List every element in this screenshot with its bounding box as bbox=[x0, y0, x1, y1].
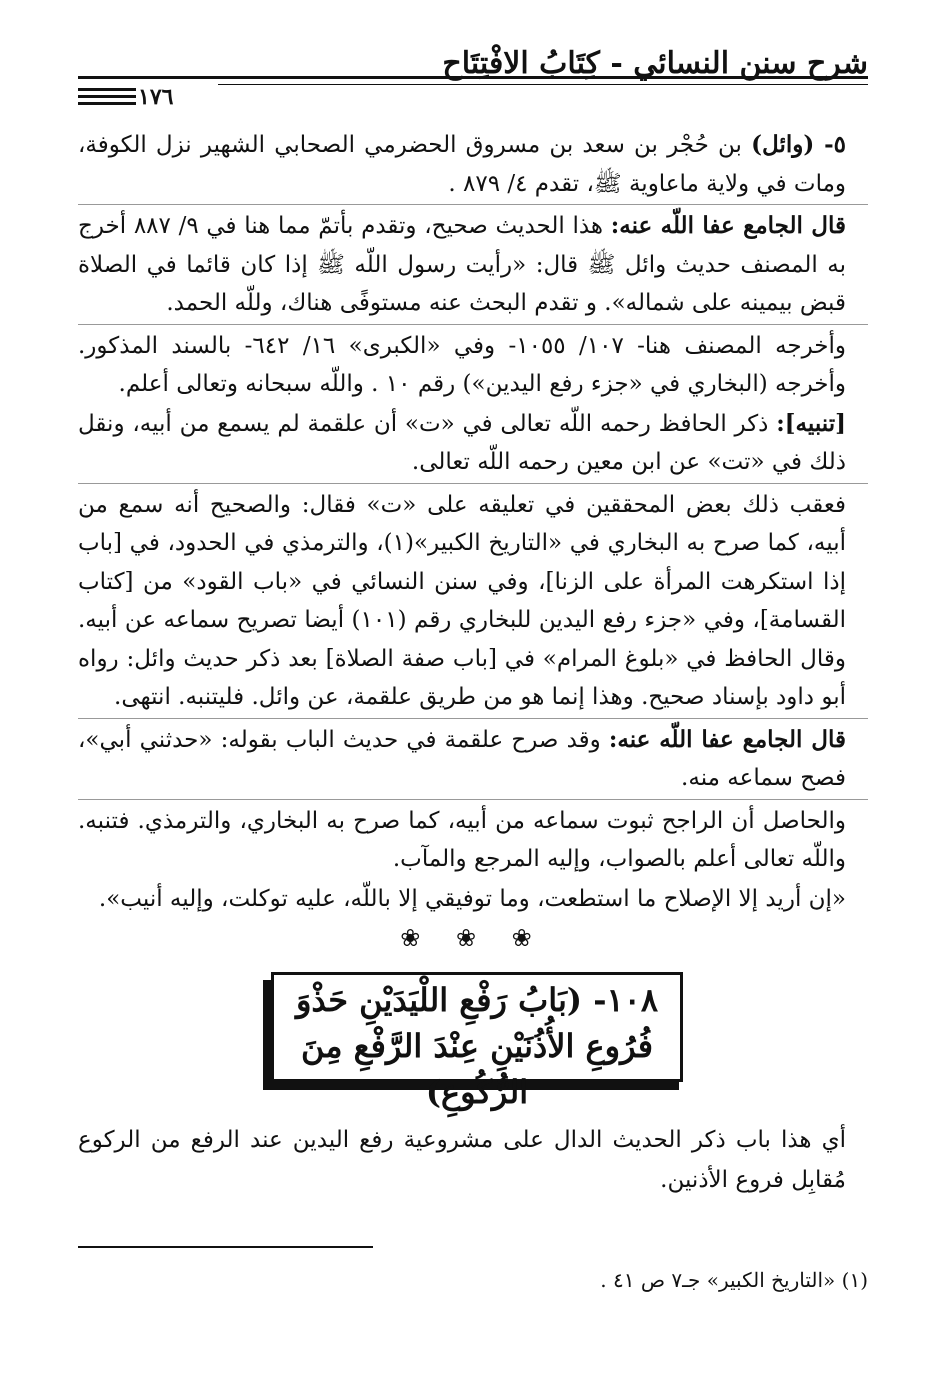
page-number-rule-3 bbox=[78, 102, 136, 105]
chapter-heading-box bbox=[263, 972, 683, 1111]
paragraph-closing-verse bbox=[78, 880, 868, 919]
paragraph-text: والحاصل أن الراجح ثبوت سماعه من أبيه، كما صرح به البخاري، والترمذي. فتنبه. واللّه تعالى أعلم بالصواب، وإليه المرجع والمآب. bbox=[78, 807, 846, 872]
paragraph-tanbih bbox=[78, 405, 868, 482]
paragraph-conclusion bbox=[78, 802, 868, 879]
header-rule-thick bbox=[78, 76, 868, 79]
paragraph-lead: قال الجامع عفا اللّه عنه: bbox=[610, 212, 846, 239]
divider bbox=[78, 799, 868, 800]
divider bbox=[78, 718, 868, 719]
paragraph-text: هذا الحديث صحيح، وتقدم بأتمّ مما هنا في ٩/ ٨٨٧ أخرج به المصنف حديث وائل ﷺ قال: «رأيت رسول اللّه ﷺ إذا كان قائما في الصلاة قبض بيمينه على شماله». و تقدم البحث عنه مستوفًى هناك، وللّه الحمد. bbox=[78, 213, 846, 316]
divider bbox=[78, 204, 868, 205]
chapter-heading-line-1: ١٠٨- (بَابُ رَفْعِ اللْيَدَيْنِ حَذْوَ bbox=[295, 981, 659, 1019]
paragraph-narrator-5 bbox=[78, 126, 868, 203]
footnote: (١) «التاريخ الكبير» جـ٧ ص ٤١ . bbox=[600, 1268, 868, 1292]
divider bbox=[78, 324, 868, 325]
page-number: ١٧٦ bbox=[138, 84, 174, 110]
divider bbox=[78, 483, 868, 484]
running-title: شرح سنن النسائي - كِتَابُ الافْتِتَاح bbox=[442, 46, 868, 81]
page-number-block bbox=[78, 84, 218, 110]
chapter-heading-line-2: فُرُوعِ الأُذُنَيْنِ عِنْدَ الرَّفْعِ مِنَ الرُّكُوعِ) bbox=[300, 1027, 654, 1111]
paragraph-text: «إن أريد إلا الإصلاح ما استطعت، وما توفيقي إلا باللّه، عليه توكلت، وإليه أنيب». bbox=[98, 885, 846, 912]
chapter-heading bbox=[271, 972, 683, 1111]
paragraph-text: وقد صرح علقمة في حديث الباب بقوله: «حدثني أبي»، فصح سماعه منه. bbox=[78, 726, 846, 791]
paragraph-takhrij bbox=[78, 327, 868, 404]
paragraph-lead: [تنبيه]: bbox=[776, 409, 846, 437]
page-number-rule-2 bbox=[78, 95, 136, 98]
main-text bbox=[78, 126, 868, 1223]
paragraph-text: وأخرجه المصنف هنا- ١٠٧/ ١٠٥٥- وفي «الكبرى» ١٦/ ٦٤٢- بالسند المذكور. وأخرجه (البخاري في «جزء رفع اليدين») رقم ١٠ . واللّه سبحانه وتعالى أعلم. bbox=[78, 332, 847, 397]
chapter-explanation: أي هذا باب ذكر الحديث الدال على مشروعية رفع اليدين عند الرفع من الركوع مُقابِل فروع الأذنين. bbox=[78, 1127, 846, 1193]
paragraph-text: ذكر الحافظ رحمه اللّه تعالى في «ت» أن علقمة لم يسمع من أبيه، ونقل ذلك في «تت» عن ابن معين رحمه اللّه تعالى. bbox=[78, 410, 846, 475]
section-separator: ❀ ❀ ❀ bbox=[400, 924, 546, 952]
paragraph-rebuttal bbox=[78, 486, 868, 717]
paragraph-text: بن حُجْر بن سعد بن مسروق الحضرمي الصحابي الشهير نزل الكوفة، ومات في ولاية ماعاوية ﷺ، تقدم ٤/ ٨٧٩ . bbox=[78, 132, 846, 197]
paragraph-lead: قال الجامع عفا اللّه عنه: bbox=[608, 725, 846, 753]
page-header bbox=[78, 40, 868, 110]
footnote-rule bbox=[78, 1246, 373, 1248]
page-number-rule-1 bbox=[78, 88, 136, 91]
paragraph-compiler-note bbox=[78, 207, 868, 323]
book-page bbox=[78, 40, 868, 1360]
paragraph-compiler-note-2 bbox=[78, 721, 868, 798]
paragraph-lead: ٥- (وائل) bbox=[751, 131, 846, 158]
paragraph-text: فعقب ذلك بعض المحققين في تعليقه على «ت» فقال: والصحيح أنه سمع من أبيه، كما صرح به البخاري في «التاريخ الكبير»(١)، والترمذي في الحدود، في [باب إذا استكرهت المرأة على الزنا]، وفي سنن النسائي في «باب القود» من [كتاب القسامة]، وفي «جزء رفع اليدين للبخاري رقم (١٠١) أيضا تصريح سماعه عن أبيه. وقال الحافظ في «بلوغ المرام» في [باب صفة الصلاة] بعد ذكر حديث وائل: رواه أبو داود بإسناد صحيح. وهذا إنما هو من طريق علقمة، عن وائل. فليتنبه. انتهى. bbox=[78, 491, 847, 710]
